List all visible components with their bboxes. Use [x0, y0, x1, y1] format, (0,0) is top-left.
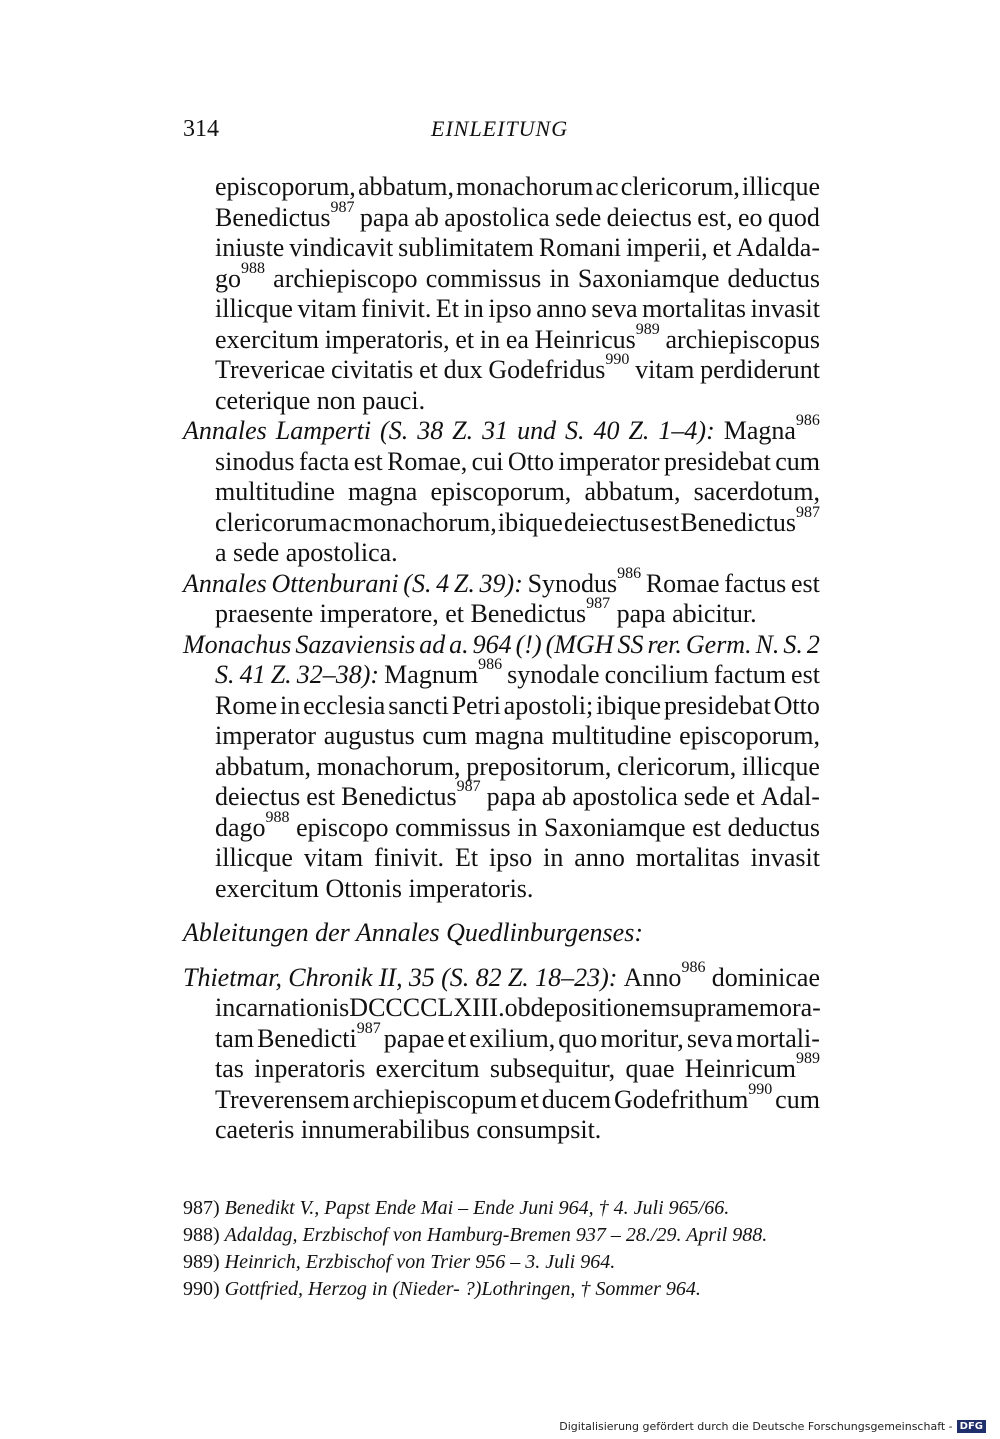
footnote	[183, 1277, 701, 1301]
text-line: illicque vitam finivit. Et ipso in anno mortalitas invasit	[215, 843, 820, 872]
footnote	[183, 1223, 767, 1247]
footnote	[183, 1196, 729, 1220]
text-line: Monachus Sazaviensis ad a. 964 (!) (MGH SS rer. Germ. N. S. 2	[183, 629, 820, 659]
footnote-text: Gottfried, Herzog in (Nieder- ?)Lothringen, † Sommer 964.	[224, 1278, 701, 1300]
text-line: Benedictus$^{987}$ papa ab apostolica sede deiectus est, eo quod	[215, 198, 820, 232]
text-line: Thietmar, Chronik II, 35 (S. 82 Z. 18–23): Anno$^{986}$ dominicae	[183, 958, 820, 992]
text-line: a sede apostolica.	[215, 538, 398, 567]
text-line: imperator augustus cum magna multitudine episcoporum,	[215, 721, 820, 750]
text-line: tam Benedicti$^{987}$ papae et exilium, quo moritur, seva mortali-	[215, 1019, 820, 1053]
text-line: ceterique non pauci.	[215, 385, 426, 415]
footnote-text: Adaldag, Erzbischof von Hamburg-Bremen 937 – 28./29. April 988.	[224, 1224, 768, 1246]
text-line: iniuste vindicavit sublimitatem Romani imperii, et Adalda-	[215, 233, 820, 262]
text-line: Rome in ecclesia sancti Petri apostoli; ibique presidebat Otto	[215, 690, 820, 720]
page-number: 314	[183, 116, 219, 142]
footnote-number: 988)	[183, 1224, 225, 1246]
footnote-number: 990)	[183, 1278, 225, 1300]
text-line: exercitum Ottonis imperatoris.	[215, 873, 534, 903]
running-title: EINLEITUNG	[431, 116, 569, 141]
dfg-logo: DFG	[957, 1420, 986, 1433]
text-line: illicque vitam finivit. Et in ipso anno seva mortalitas invasit	[215, 294, 820, 323]
footnote-number: 987)	[183, 1197, 225, 1219]
text-line: abbatum, monachorum, prepositorum, clericorum, illicque	[215, 751, 820, 781]
text-line: $go^{988}$ archiepiscopo commissus in Saxoniamque deductus	[215, 259, 820, 293]
text-line: incarnationis DCCCCLXIII. ob depositionem supra memora-	[215, 993, 821, 1022]
text-line: Treverensem archiepiscopum et ducem Godefrithum$^{990}$ cum	[215, 1080, 820, 1114]
credit-text: Digitalisierung gefördert durch die Deutsche Forschungsgemeinschaft -	[559, 1420, 953, 1433]
text-line: multitudine magna episcoporum, abbatum, sacerdotum,	[215, 477, 820, 506]
text-line: Annales Lamperti (S. 38 Z. 31 und S. 40 Z. 1–4): Magna$^{986}$	[183, 412, 820, 445]
text-line: deiectus est Benedictus$^{987}$ papa ab apostolica sede et Adal-	[215, 778, 820, 811]
footnote-text: Heinrich, Erzbischof von Trier 956 – 3. Juli 964.	[224, 1251, 616, 1273]
text-line: Ableitungen der Annales Quedlinburgenses:	[183, 918, 643, 947]
text-line: praesente imperatore, et Benedictus$^{987}$ papa abicitur.	[215, 595, 757, 628]
text-line: episcoporum, abbatum, monachorum ac clericorum, illicque	[215, 172, 820, 201]
text-line: exercitum imperatoris, et in ea Heinricus$^{989}$ archiepiscopus	[215, 320, 820, 354]
text-line: Trevericae civitatis et dux Godefridus$^{990}$ vitam perdiderunt	[215, 351, 820, 384]
text-line: clericorum ac monachorum, ibique deiectus est Benedictus$^{987}$	[215, 503, 820, 537]
text-line: sinodus facta est Romae, cui Otto imperator presidebat cum	[215, 446, 820, 476]
text-line: dago$^{988}$ episcopo commissus in Saxoniamque est deductus	[215, 808, 820, 842]
footnote-text: Benedikt V., Papst Ende Mai – Ende Juni 964, † 4. Juli 965/66.	[224, 1197, 730, 1219]
digitization-credit	[559, 1420, 986, 1433]
text-line: caeteris innumerabilibus consumpsit.	[215, 1115, 602, 1144]
footnote-number: 989)	[183, 1251, 225, 1273]
footnote	[183, 1250, 615, 1274]
text-line: Annales Ottenburani (S. 4 Z. 39): Synodus$^{986}$ Romae factus est	[183, 564, 820, 598]
text-line: tas inperatoris exercitum subsequitur, quae Heinricum$^{989}$	[215, 1050, 820, 1083]
text-line: S. 41 Z. 32–38): Magnum$^{986}$ synodale concilium factum est	[215, 656, 820, 689]
